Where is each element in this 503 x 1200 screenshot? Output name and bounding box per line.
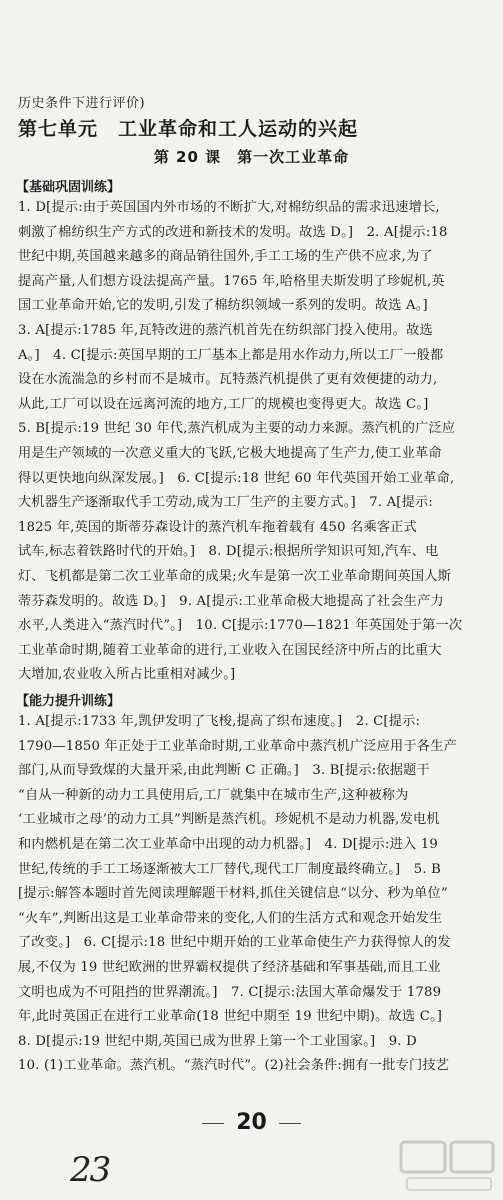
answer-line: 世纪,传统的手工工场逐渐被大工厂替代,现代工厂制度最终确立。] 5. B bbox=[18, 861, 442, 877]
answer-line: [提示:解答本题时首先阅读理解题干材料,抓住关键信息“以分、秒为单位” bbox=[18, 886, 448, 902]
answer-line: 大增加,农业收入所占比重相对减少。] bbox=[18, 667, 236, 683]
answer-line: 灯、飞机都是第二次工业革命的成果;火车是第一次工业革命期间英国人斯 bbox=[18, 568, 452, 584]
answer-line: 10. (1)工业革命。蒸汽机。“蒸汽时代”。(2)社会条件:拥有一批专门技艺 bbox=[18, 1058, 450, 1074]
section-heading-basic: 【基础巩固训练】 bbox=[16, 180, 121, 195]
lesson-title: 第 20 课 第一次工业革命 bbox=[153, 148, 350, 166]
dash-left bbox=[202, 1123, 224, 1124]
answer-line: 蒂芬森发明的。故选 D。] 9. A[提示:工业革命极大地提高了社会生产力 bbox=[18, 593, 444, 609]
answer-line: 工业革命时期,随着工业革命的进行,工业收入在国民经济中所占的比重大 bbox=[18, 642, 442, 658]
answer-line: 1825 年,英国的斯蒂芬森设计的蒸汽机车拖着载有 450 名乘客正式 bbox=[18, 519, 417, 535]
answer-line: 和内燃机是在第二次工业革命中出现的动力机器。] 4. D[提示:进入 19 bbox=[18, 836, 438, 852]
answer-line: 年,此时英国正在进行工业革命(18 世纪中期至 19 世纪中期)。故选 C。] bbox=[18, 1009, 443, 1025]
answer-line: 世纪中期,英国越来越多的商品销往国外,手工工场的生产供不应求,为了 bbox=[18, 249, 433, 265]
dash-right bbox=[279, 1123, 301, 1124]
section-advanced-answers bbox=[18, 710, 492, 1079]
answer-line: 从此,工厂可以设在远离河流的地方,工厂的规模也变得更大。故选 C。] bbox=[18, 396, 429, 412]
handwritten-note: 23 bbox=[70, 1150, 110, 1190]
answer-line: 刺激了棉纺织生产方式的改进和新技术的发明。故选 D。] 2. A[提示:18 bbox=[18, 224, 448, 240]
answer-line: 提高产量,人们想方设法提高产量。1765 年,哈格里夫斯发明了珍妮机,英 bbox=[18, 273, 445, 289]
answer-line: A。] 4. C[提示:英国早期的工厂基本上都是用水作动力,所以工厂一般都 bbox=[18, 347, 444, 363]
answer-line: 试车,标志着铁路时代的开始。] 8. D[提示:根据所学知识可知,汽车、电 bbox=[18, 544, 439, 560]
answer-line: 设在水流湍急的乡村而不是城市。瓦特蒸汽机提供了更有效便捷的动力, bbox=[18, 372, 438, 388]
answer-line: ‘工业城市之母’的动力工具”判断是蒸汽机。珍妮机不是动力机器,发电机 bbox=[18, 812, 440, 828]
answer-line: 展,不仅为 19 世纪欧洲的世界霸权提供了经济基础和军事基础,而且工业 bbox=[18, 959, 441, 975]
answer-line: “火车”,判断出这是工业革命带来的变化,人们的生活方式和观念开始发生 bbox=[18, 910, 443, 926]
answer-line: 1. D[提示:由于英国国内外市场的不断扩大,对棉纺织品的需求迅速增长, bbox=[18, 200, 440, 215]
answer-line: 文明也成为不可阻挡的世界潮流。] 7. C[提示:法国大革命爆发于 1789 bbox=[18, 984, 442, 1000]
page-number bbox=[0, 1110, 503, 1135]
answer-line: 用是生产领域的一次意义重大的飞跃,它极大地提高了生产力,使工业革命 bbox=[18, 445, 442, 461]
continued-line: 历史条件下进行评价) bbox=[18, 96, 146, 111]
answer-line: 8. D[提示:19 世纪中期,英国已成为世界上第一个工业国家。] 9. D bbox=[18, 1033, 417, 1049]
answer-line: 3. A[提示:1785 年,瓦特改进的蒸汽机首先在纺织部门投入使用。故选 bbox=[18, 322, 433, 338]
answer-line: 水平,人类进入“蒸汽时代”。] 10. C[提示:1770—1821 年英国处于第一次 bbox=[18, 618, 463, 634]
answer-line: 1790—1850 年正处于工业革命时期,工业革命中蒸汽机广泛应用于各生产 bbox=[18, 738, 457, 754]
answer-line: 得以更快地向纵深发展。] 6. C[提示:18 世纪 60 年代英国开始工业革命, bbox=[18, 470, 455, 486]
answer-line: 部门,从而导致煤的大量开采,由此判断 C 正确。] 3. B[提示:依据题干 bbox=[18, 763, 430, 779]
answer-line: “自从一种新的动力工具使用后,工厂就集中在城市生产,这种被称为 bbox=[18, 787, 409, 803]
unit-title: 第七单元 工业革命和工人运动的兴起 bbox=[18, 118, 359, 140]
answer-line: 1. A[提示:1733 年,凯伊发明了飞梭,提高了织布速度。] 2. C[提示: bbox=[18, 714, 421, 729]
answer-line: 了改变。] 6. C[提示:18 世纪中期开始的工业革命使生产力获得惊人的发 bbox=[18, 935, 451, 951]
answer-line: 5. B[提示:19 世纪 30 年代,蒸汽机成为主要的动力来源。蒸汽机的广泛应 bbox=[18, 421, 456, 437]
page-number-text: 20 bbox=[236, 1110, 267, 1135]
section-basic-answers bbox=[18, 196, 492, 688]
watermark-logo bbox=[397, 1138, 497, 1196]
answer-line: 国工业革命开始,它的发明,引发了棉纺织领域一系列的发明。故选 A。] bbox=[18, 298, 428, 314]
section-heading-advanced: 【能力提升训练】 bbox=[16, 694, 121, 709]
answer-line: 大机器生产逐渐取代手工劳动,成为工厂生产的主要方式。] 7. A[提示: bbox=[18, 495, 434, 511]
